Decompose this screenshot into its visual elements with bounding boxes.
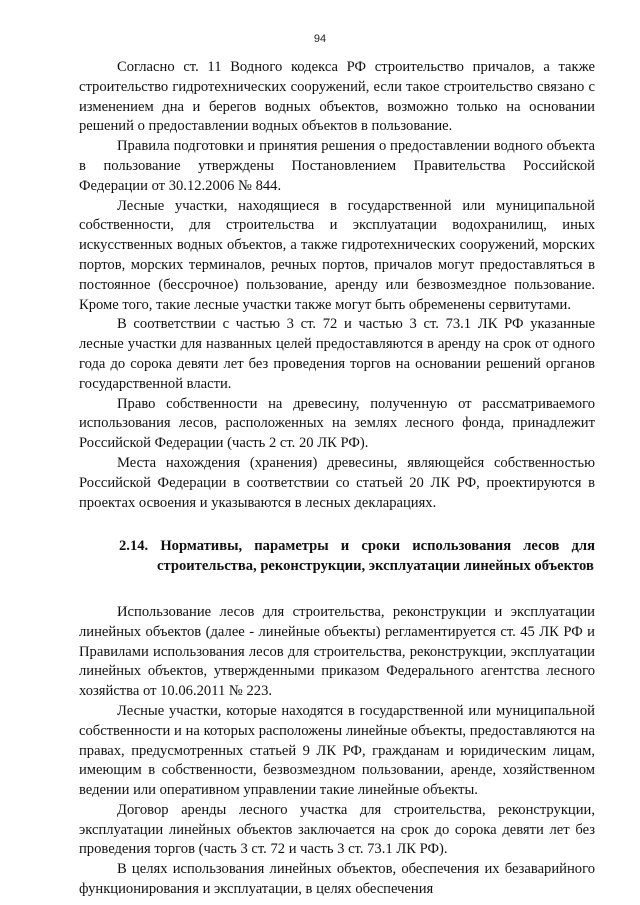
page-number: 94 (313, 33, 327, 45)
paragraph: Договор аренды лесного участка для строительства, реконструкции, эксплуатации линейных объектов заключается на срок до сорока девяти лет без проведения торгов (часть 3 ст. 72 и часть 3 ст. 73.1 ЛК РФ). (79, 801, 595, 858)
paragraph: В соответствии с частью 3 ст. 72 и частью 3 ст. 73.1 ЛК РФ указанные лесные участки для названных целей предоставляются в аренду на срок от одного года до сорока девяти лет без проведения торгов на основании решений органов государственной власти. (79, 316, 595, 392)
paragraph: Использование лесов для строительства, реконструкции и эксплуатации линейных объектов (далее - линейные объекты) регламентируется ст. 45 ЛК РФ и Правилами использования лесов для строительства, реконструкции, эксплуатации линейных объектов, утвержденными приказом Федерального агентства лесного хозяйства от 10.06.2011 № 223. (79, 603, 595, 700)
paragraph: Правила подготовки и принятия решения о предоставлении водного объекта в пользование утверждены Постановлением Правительства Российской Федерации от 30.12.2006 № 844. (79, 138, 595, 194)
section-heading (79, 537, 595, 577)
paragraph: Лесные участки, которые находятся в государственной или муниципальной собственности и на которых расположены линейные объекты, предоставляются на правах, предусмотренных статьей 9 ЛК РФ, гражданам и юридическим лицам, имеющим в собственности, безвозмездном пользовании, аренде, хозяйственном ведении или оперативном управлении такие линейные объекты. (79, 702, 595, 799)
section-title: Нормативы, параметры и сроки использования лесов для строительства, реконструкции, эксплуатации линейных объектов (157, 538, 595, 575)
paragraph: Лесные участки, находящиеся в государственной или муниципальной собственности, для строительства и эксплуатации водохранилищ, иных искусственных водных объектов, а также гидротехнических сооружений, морских портов, морских терминалов, речных портов, причалов могут предоставляться в постоянное (бессрочное) пользование, аренду или безвозмездное пользование. Кроме того, такие лесные участки также могут быть обременены сервитутами. (79, 197, 595, 313)
paragraph: Согласно ст. 11 Водного кодекса РФ строительство причалов, а также строительство гидротехнических сооружений, если такое строительство связано с изменением дна и берегов водных объектов, возможно только на основании решений о предоставлении водных объектов в пользование. (79, 59, 595, 135)
paragraph: В целях использования линейных объектов, обеспечения их безаварийного функционирования и эксплуатации, в целях обеспечения (79, 861, 595, 898)
document-body (79, 58, 595, 900)
paragraph: Места нахождения (хранения) древесины, являющейся собственностью Российской Федерации в соответствии со статьей 20 ЛК РФ, проектируются в проектах освоения и указываются в лесных декларациях. (79, 454, 595, 511)
paragraph: Право собственности на древесину, полученную от рассматриваемого использования лесов, расположенных на землях лесного фонда, принадлежит Российской Федерации (часть 2 ст. 20 ЛК РФ). (79, 395, 595, 452)
section-number: 2.14. (119, 538, 149, 555)
